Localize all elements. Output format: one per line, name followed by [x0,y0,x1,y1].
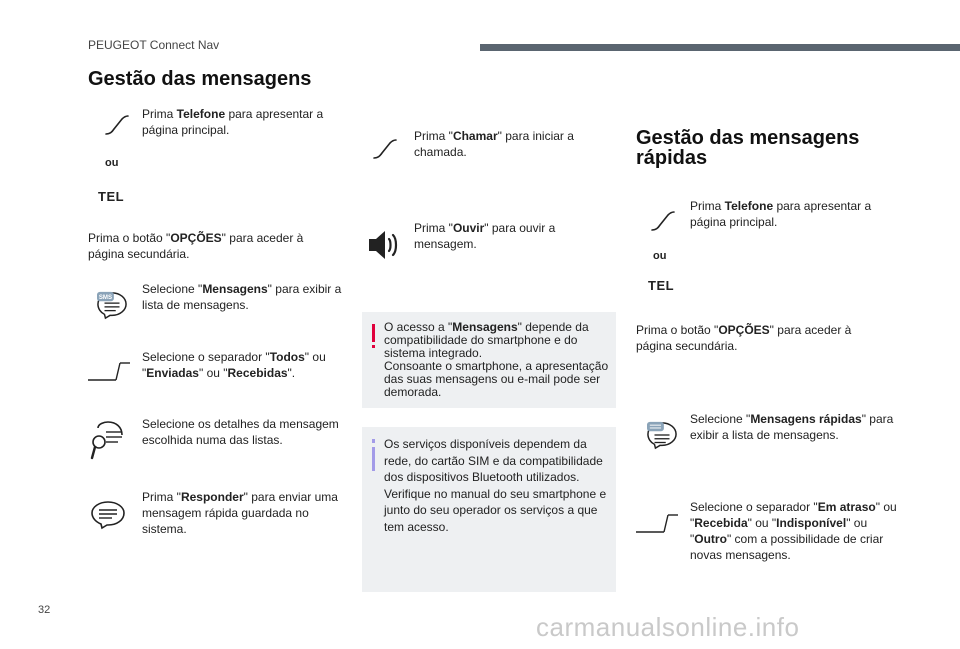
warning-text: O acesso a "Mensagens" depende da compatibilidade do smartphone e do sistema integrado. Consoante o smartphone, a apresentação das suas mensagens ou e-mail pode ser demorada. [384,320,609,399]
watermark: carmanualsonline.info [536,612,800,642]
quick-step-separator: Selecione o separador "Em atraso" ou "Recebida" ou "Indisponível" ou "Outro" com a possibilidade de criar novas mensagens. [690,500,897,562]
section-title-messages: Gestão das mensagens [88,68,312,90]
step-details: Selecione os detalhes da mensagem escolhida numa das listas. [142,417,339,447]
reply-message-icon [90,500,126,530]
warning-box [362,312,616,408]
header-bar [480,44,960,51]
info-text: Os serviços disponíveis dependem da rede, do cartão SIM e da compatibilidade dos dispositivos Bluetooth utilizados. Verifique no manual do seu smartphone e junto do seu operador os serviços a que tem acesso. [384,437,607,534]
step-reply: Prima "Responder" para enviar uma mensagem rápida guardada no sistema. [142,490,338,536]
step-call: Prima "Chamar" para iniciar a chamada. [414,129,574,159]
or-label: ou [105,157,119,169]
sms-badge: SMS [98,293,113,301]
message-details-icon [90,420,126,462]
quick-step-phone-main: Prima Telefone para apresentar a página principal. [690,199,872,229]
warning-icon [372,324,375,342]
tel-button-label: TEL [98,189,125,204]
tab-separator-icon [634,512,680,534]
quick-step-messages: Selecione "Mensagens rápidas" para exibir a lista de mensagens. [690,412,894,442]
section-title-quick-messages: Gestão das mensagens rápidas [636,127,860,169]
sms-icon [94,290,130,320]
phone-icon [646,206,682,236]
doc-header-brand: PEUGEOT Connect Nav [88,38,220,52]
info-box [362,427,616,592]
quick-step-options: Prima o botão "OPÇÕES" para aceder à página secundária. [636,323,852,353]
step-options: Prima o botão "OPÇÕES" para aceder à página secundária. [88,231,304,261]
step-listen: Prima "Ouvir" para ouvir a mensagem. [414,221,556,251]
info-icon-dot [372,439,375,443]
phone-icon [100,110,136,140]
step-separator: Selecione o separador "Todos" ou "Enviadas" ou "Recebidas". [142,350,326,380]
speaker-icon [366,228,402,262]
page-number: 32 [38,604,51,616]
tel-button-label: TEL [648,278,675,293]
step-messages: Selecione "Mensagens" para exibir a lista de mensagens. [142,282,342,312]
warning-dot [372,345,375,348]
or-label: ou [653,250,667,262]
call-icon [368,134,404,164]
info-icon [372,447,375,471]
step-phone-main: Prima Telefone para apresentar a página principal. [142,107,324,137]
tab-separator-icon [86,360,132,382]
quick-messages-icon [644,420,680,450]
